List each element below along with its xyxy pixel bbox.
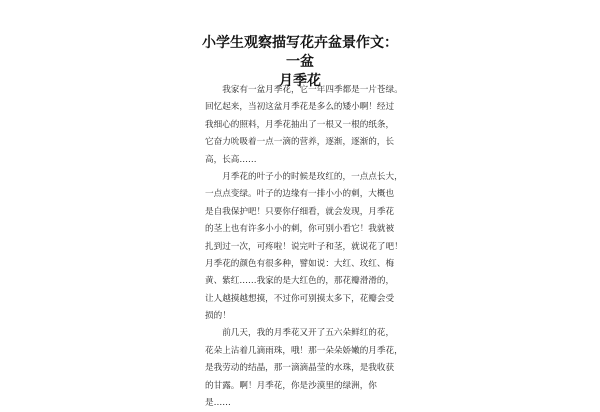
text-line: 它奋力吮吸着一点一滴的营养，逐渐，逐渐的，长 [205, 137, 395, 148]
text-line: 是自我保护吧！只要你仔细看，就会发现，月季花 [205, 206, 395, 217]
text-line: 让人越摸越想摸，不过你可别摸太多下，花瓣会受 [205, 293, 395, 304]
paragraph [205, 325, 405, 412]
text-line: 我家有一盆月季花，它一年四季都是一片苍绿。 [205, 85, 403, 95]
paragraph [205, 82, 405, 169]
title-line: 月季花 [279, 73, 321, 89]
text-line: 损的！ [205, 311, 231, 322]
paragraph [205, 169, 405, 326]
text-line: 高，长高…… [205, 154, 257, 165]
text-line: 黄、紫红……我家的是大红色的，那花瓣滑滑的， [205, 276, 395, 287]
text-line: 一点点变绿。叶子的边缘有一排小小的刺，大概也 [205, 189, 395, 200]
title-line: 小学生观察描写花卉盆景作文：一盆 [202, 35, 398, 70]
text-line: 扎到过一次，可疼啦！说完叶子和茎，就说花了吧！ [205, 241, 403, 252]
text-line: 回忆起来，当初这盆月季花是多么的矮小啊！经过 [205, 102, 395, 113]
text-line: 月季花的叶子小的时候是玫红的，一点点长大， [205, 171, 403, 182]
text-line: 的甘露。啊！月季花，你是沙漠里的绿洲，你 [205, 380, 377, 391]
document-body [205, 82, 405, 412]
text-line: 前几天，我的月季花又开了五六朵鲜红的花， [205, 328, 395, 339]
text-line: 月季花的颜色有很多种，譬如说：大红、玫红、梅 [205, 258, 395, 269]
text-line: 的茎上也有许多小小的刺，你可别小看它！我就被 [205, 224, 395, 235]
text-line: 是…… [205, 398, 231, 409]
text-line: 是我劳动的结晶，那一滴滴晶莹的水珠，是我收获 [205, 363, 395, 374]
text-line: 我细心的照料，月季花抽出了一根又一根的纸条， [205, 119, 395, 130]
text-line: 花朵上沾着几滴雨珠，哦！那一朵朵娇嫩的月季花， [205, 345, 403, 356]
